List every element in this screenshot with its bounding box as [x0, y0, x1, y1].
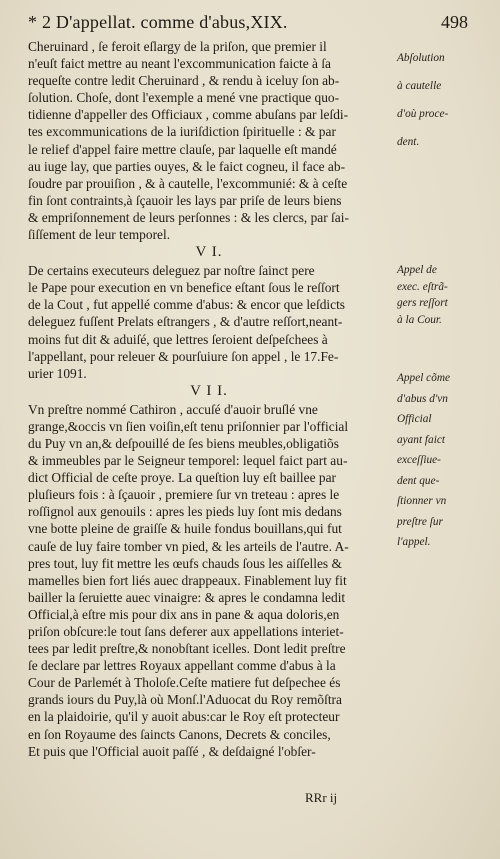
main-text [28, 38, 390, 760]
text-line: de la Cout , fut appellé comme d'abus: & encor que leſdicts [28, 297, 346, 313]
text-line: l'appellant, pour releuer & pourſuiure ſon appel , le 17.Fe- [28, 348, 339, 364]
margin-note-line: Official [397, 413, 432, 425]
margin-note-appel-official [397, 368, 489, 553]
margin-note-line: Appel cõme [397, 372, 451, 384]
margin-note-line: exceſſiue- [397, 454, 441, 466]
page-number: 498 [441, 12, 468, 32]
text-line: en ſon Royaume des ſaincts Canons, Decrets & conciles, [28, 726, 331, 742]
text-line: au iuge lay, que parties ouyes, & le faict cogneu, il face ab- [28, 158, 346, 174]
text-line: moins fut dit & aduiſé, que lettres ſeroient deſpeſchees à [28, 331, 328, 347]
text-line: deleguez fuſſent Prelats eſtrangers , & d'autre reſſort,neant- [28, 314, 343, 330]
paragraph-1 [28, 38, 390, 243]
margin-note-line: ſtionner vn [397, 495, 447, 507]
text-line: pluſieurs fois : à ſçauoir , premiere ſur vn treteau : apres le [28, 487, 340, 503]
margin-note-absolution [397, 44, 489, 156]
running-title: 2 D'appellat. comme d'abus,XIX. [42, 12, 288, 32]
text-line: ſe declare par lettres Royaux appellant comme d'abus à la [28, 658, 336, 674]
header-mark: * [28, 12, 37, 32]
section-heading-6: V I. [195, 244, 223, 261]
margin-note-line: d'où proce- [397, 108, 449, 120]
signature-mark: RRr ij [305, 790, 338, 805]
text-line: cauſe de luy faire tomber vn pied, & les arteils de l'autre. A- [28, 538, 349, 554]
margin-note-line: à cautelle [397, 80, 442, 92]
text-line: & empriſonnement de leurs perſonnes : & les clercs, par ſai- [28, 209, 349, 225]
text-line: Vn preſtre nommé Cathiron , accuſé d'auoir bruſlé vne [28, 401, 318, 417]
margin-note-appel-executeurs [397, 262, 489, 328]
text-line: mamelles bien fort liés auec drappeaux. Finablement luy fit [28, 572, 347, 588]
text-line: dict Official de ceſte proye. La queſtion luy eſt baillee par [28, 470, 336, 486]
text-line: le relief d'appel faire mettre clauſe, par laquelle eſt mandé [28, 141, 337, 157]
text-line: en la plaidoirie, qu'il y auoit abus:car le Roy eſt protecteur [28, 709, 340, 725]
margin-note-line: gers reſſort [397, 297, 448, 309]
text-line: tidienne d'appeller des Officiaux , comme abuſans par leſdi- [28, 107, 349, 123]
margin-note-line: dent. [397, 136, 420, 148]
section-heading-7: V I I. [190, 382, 228, 399]
text-line: vne botte pleine de graiſſe & huile fondus bouillans,qui fut [28, 521, 342, 537]
text-line: n'euſt faict mettre au neant l'excommunication faicte à ſa [28, 56, 332, 72]
margin-note-line: ayant faict [397, 433, 446, 446]
text-line: Cour de Parlemét à Tholoſe.Ceſte matiere fut deſpechee és [28, 675, 341, 691]
text-line: tes excommunications de la iuriſdiction ſpirituelle : & par [28, 124, 336, 140]
margin-note-line: dent que- [397, 474, 440, 487]
text-line: du Puy vn an,& deſpouillé de ſes biens meubles,obligatiõs [28, 435, 339, 451]
text-line: grange,&occis vn ſien voiſin,eſt tenu priſonnier par l'official [28, 418, 349, 434]
text-line: pres tout, luy fit mettre les œufs chauds ſous les aiſſelles & [28, 555, 342, 571]
text-line: grands iours du Puy,là où Monſ.l'Aduocat du Roy remõſtra [28, 692, 342, 708]
text-line: ſoudre par prouiſion , & à cautelle, l'excommunié: & à ceſte [28, 175, 348, 191]
margin-note-line: l'appel. [397, 536, 431, 548]
paragraph-2 [28, 262, 390, 382]
text-line: priſon obſcure:le tout ſans deferer aux appellations interiet- [28, 624, 344, 639]
margin-note-line: exec. eſtrã- [397, 280, 448, 293]
running-header [28, 12, 468, 38]
margin-note-line: à la Cour. [397, 313, 442, 326]
text-line: & immeubles par le Seigneur temporel: lequel faict part au- [28, 453, 348, 469]
text-line: Official,à eſtre mis pour dix ans in pane & aqua doloris,en [28, 606, 340, 622]
margin-note-line: d'abus d'vn [397, 392, 448, 405]
text-line: le Pape pour execution en vn benefice eſtant ſous le reſſort [28, 280, 340, 296]
text-line: ſiſſement de leur temporel. [28, 227, 171, 243]
text-line: requeſte contre ledit Cheruinard , & rendu à iceluy ſon ab- [28, 73, 340, 89]
margin-note-line: preſtre ſur [397, 515, 443, 528]
paragraph-3 [28, 401, 390, 760]
text-line: roſſignol aux genouils : apres les pieds luy ſont mis dedans [28, 504, 342, 520]
text-line: tees par ledit preſtre,& nonobſtant icelles. Dont ledit preſtre [28, 641, 346, 657]
text-line: ſolution. Choſe, dont l'exemple a mené vne practique quo- [28, 90, 340, 106]
text-line: urier 1091. [28, 365, 87, 381]
text-line: De certains executeurs deleguez par noſtre ſainct pere [28, 263, 315, 279]
text-line: Cheruinard , ſe feroit eſlargy de la priſon, que premier il [28, 39, 327, 54]
text-line: bailler la ſeruiette auec vinaigre: & apres le condamna ledit [28, 589, 346, 605]
text-line: fin ſont contraints,à ſçauoir les lays par priſe de leurs biens [28, 192, 342, 208]
text-line: Et puis que l'Official auoit paſſé , & deſdaigné l'obſer- [28, 743, 316, 759]
margin-note-line: Abſolution [397, 52, 445, 64]
margin-note-line: Appel de [397, 264, 437, 276]
